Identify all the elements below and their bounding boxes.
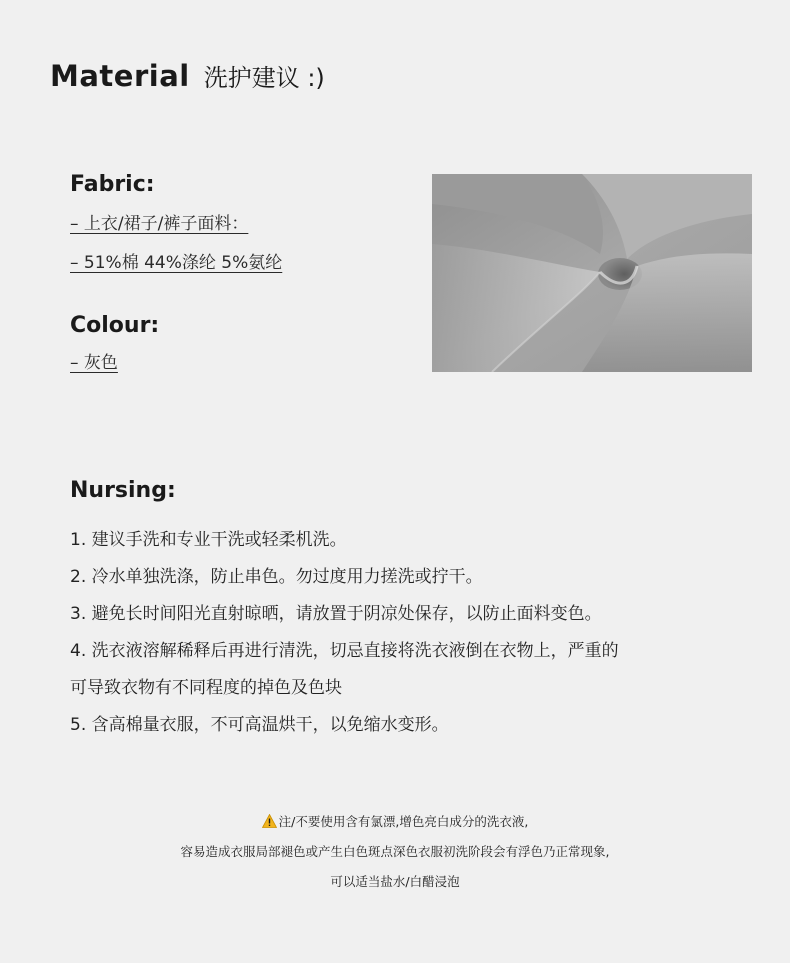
nursing-heading: Nursing: [70,478,176,503]
nursing-list [70,522,750,744]
nursing-item: 2. 冷水单独洗涤，防止串色。勿过度用力搓洗或拧干。 [70,567,483,587]
nursing-item: 可导致衣物有不同程度的掉色及色块 [70,678,342,698]
fabric-heading: Fabric: [70,172,155,197]
title-row [50,58,325,93]
care-note-line-1 [0,812,790,831]
warning-icon [262,814,277,831]
fabric-swatch-image [432,174,752,372]
nursing-item: 3. 避免长时间阳光直射晾晒，请放置于阴凉处保存，以防止面料变色。 [70,604,602,624]
nursing-item: 1. 建议手洗和专业干洗或轻柔机洗。 [70,530,347,550]
title-chinese: 洗护建议 :) [203,64,325,92]
care-note-text: 注/不要使用含有氯漂,增色亮白成分的洗衣液, [278,814,529,829]
title-english: Material [50,59,190,93]
nursing-item: 4. 洗衣液溶解稀释后再进行清洗，切忌直接将洗衣液倒在衣物上，严重的 [70,641,619,661]
fabric-line-composition: – 51%棉 44%涤纶 5%氨纶 [70,253,283,273]
care-note-line-3: 可以适当盐水/白醋浸泡 [330,874,460,889]
fabric-line-garments: – 上衣/裙子/裤子面料： [70,214,249,234]
care-note-line-2: 容易造成衣服局部褪色或产生白色斑点深色衣服初洗阶段会有浮色乃正常现象, [180,844,610,859]
colour-heading: Colour: [70,313,160,338]
colour-line: – 灰色 [70,353,118,373]
nursing-item: 5. 含高棉量衣服，不可高温烘干，以免缩水变形。 [70,715,449,735]
